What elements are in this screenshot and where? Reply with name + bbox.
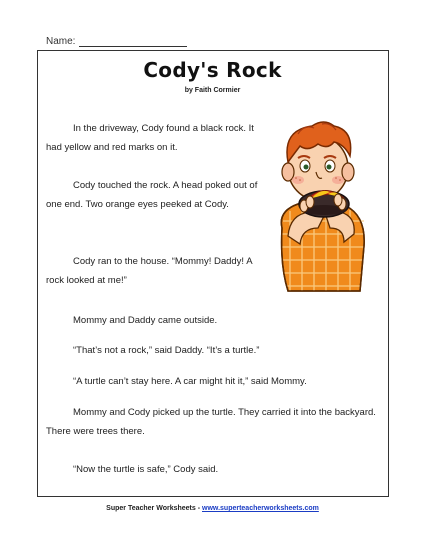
name-field: [46, 36, 187, 47]
paragraph-8: “Now the turtle is safe,” Cody said.: [73, 464, 219, 475]
paragraph-6: “A turtle can’t stay here. A car might hit it,” said Mommy.: [73, 376, 307, 387]
paragraph-5: “That’s not a rock,” said Daddy. “It’s a turtle.”: [73, 345, 260, 356]
paragraph-7: Mommy and Cody picked up the turtle. They carried it into the backyard. There were trees there.: [46, 407, 376, 437]
name-label: Name:: [46, 36, 76, 47]
footer-link[interactable]: www.superteacherworksheets.com: [202, 505, 319, 512]
story-byline: by Faith Cormier: [184, 87, 241, 94]
paragraph-4: Mommy and Daddy came outside.: [73, 315, 218, 326]
story-title: Cody's Rock: [143, 58, 282, 82]
boy-holding-turtle-icon: [268, 116, 378, 296]
name-blank-line[interactable]: [79, 36, 187, 47]
footer-brand: Super Teacher Worksheets: [106, 505, 196, 512]
paragraph-3: Cody ran to the house. “Mommy! Daddy! A rock looked at me!”: [46, 256, 253, 286]
paragraph-2: Cody touched the rock. A head poked out of one end. Two orange eyes peeked at Cody.: [46, 180, 258, 210]
paragraph-1: In the driveway, Cody found a black rock. It had yellow and red marks on it.: [46, 123, 254, 153]
footer-separator: -: [195, 505, 202, 512]
footer: [0, 505, 425, 512]
